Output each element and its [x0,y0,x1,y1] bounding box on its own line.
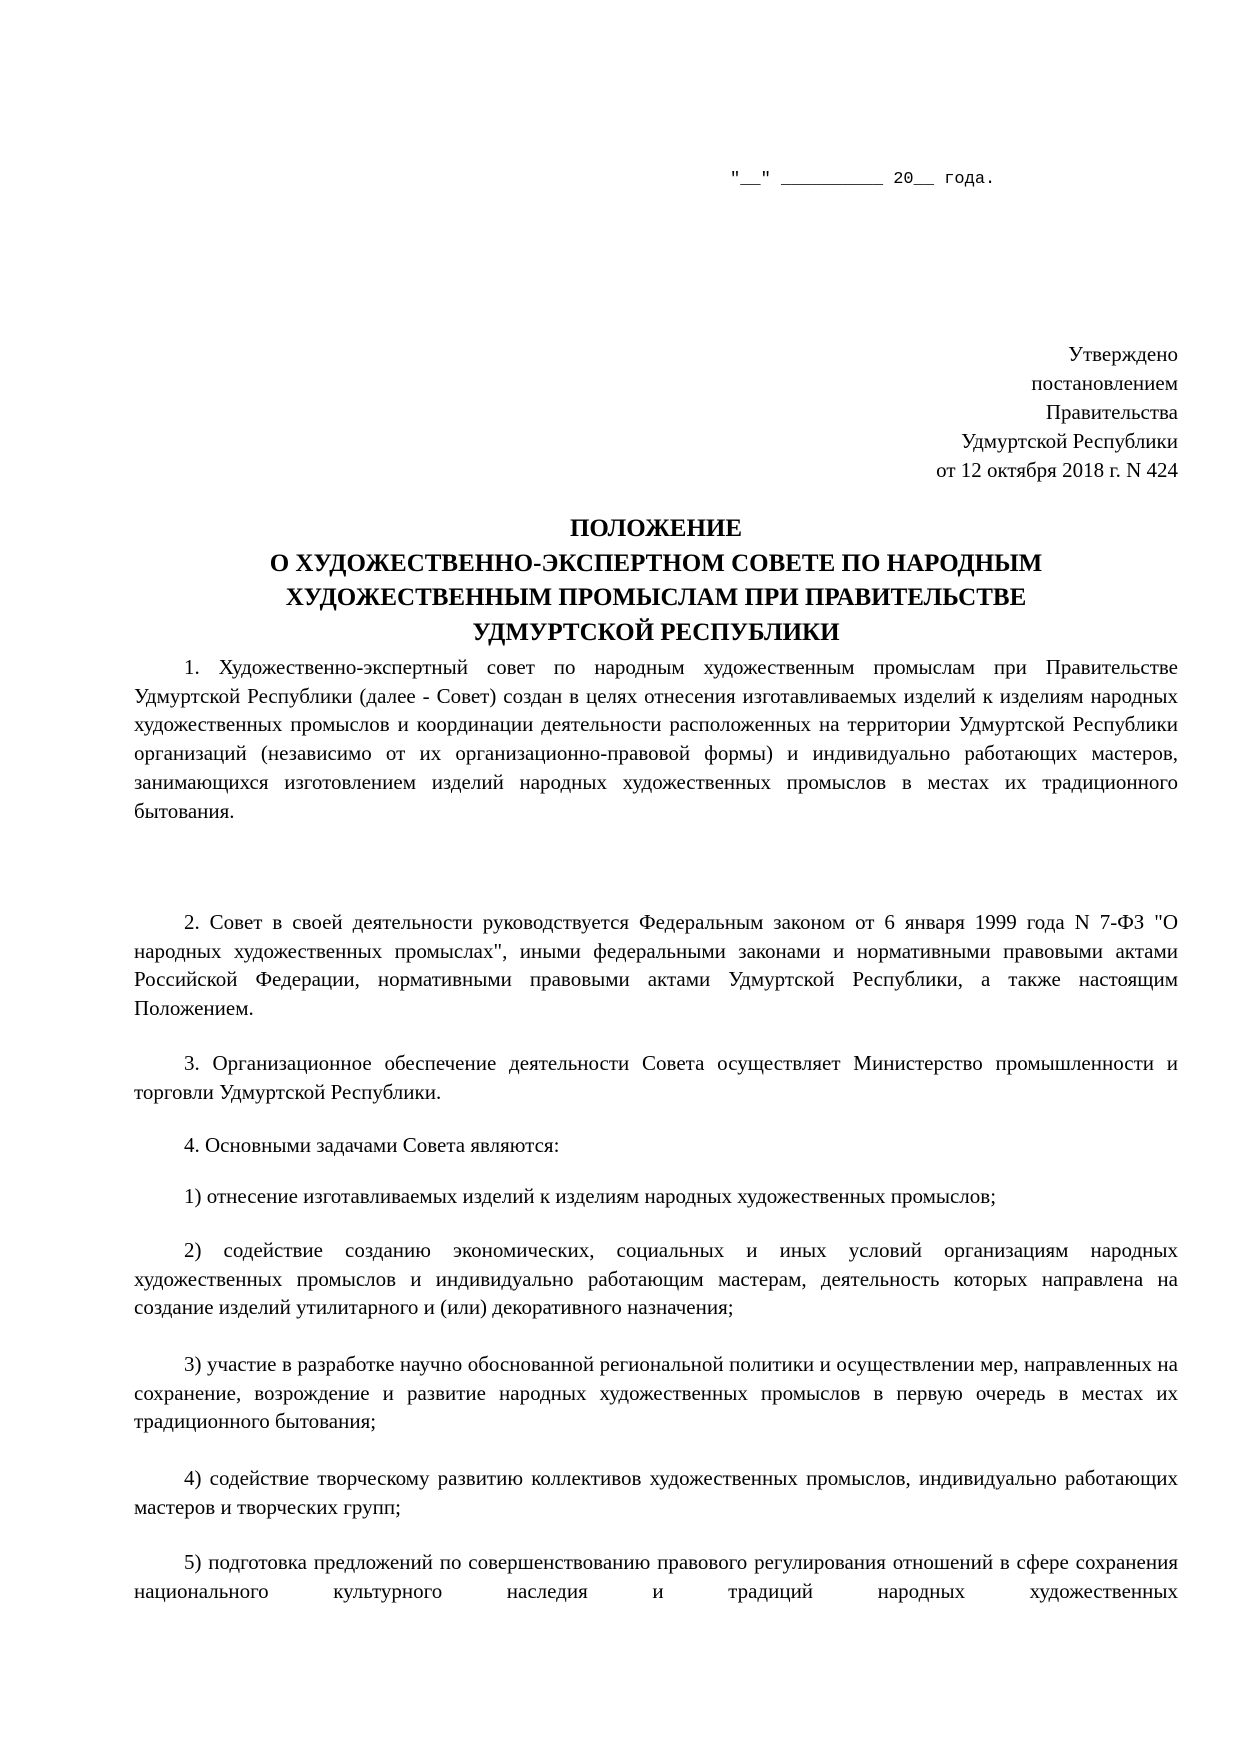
approval-line: Удмуртской Республики [961,429,1178,453]
approval-line: Правительства [1045,400,1178,424]
task-item-2: 2) содействие созданию экономических, социальных и иных условий организациям народных художественных промыслов и индивидуально работающим мастерам, деятельность которых направлена на создание изделий утилитарного и (или) декоративного назначения; [134,1238,1178,1320]
approval-line: Утверждено [1068,342,1178,366]
approval-block [936,340,1178,485]
title-line: ХУДОЖЕСТВЕННЫМ ПРОМЫСЛАМ ПРИ ПРАВИТЕЛЬСТВЕ [285,584,1027,611]
title-line: УДМУРТСКОЙ РЕСПУБЛИКИ [472,618,840,646]
task-item-5: 5) подготовка предложений по совершенствованию правового регулирования отношений в сфере сохранения национального культурного наследия и традиций народных художественных [134,1550,1178,1603]
paragraph-4: 4. Основными задачами Совета являются: [184,1133,560,1157]
task-item-1: 1) отнесение изготавливаемых изделий к изделиям народных художественных промыслов; [184,1184,997,1208]
approval-line: от 12 октября 2018 г. N 424 [936,458,1178,482]
task-item-3: 3) участие в разработке научно обоснованной региональной политики и осуществлении мер, направленных на сохранение, возрождение и развитие народных художественных промыслов в первую очередь в местах их традиционного бытования; [134,1352,1178,1434]
paragraph-2: 2. Совет в своей деятельности руководствуется Федеральным законом от 6 января 1999 года N 7-ФЗ "О народных художественных промыслах", иными федеральными законами и нормативными правовыми актами Российской Федерации, нормативными правовыми актами Удмуртской Республики, а также настоящим Положением. [134,910,1178,1021]
paragraph-3: 3. Организационное обеспечение деятельности Совета осуществляет Министерство промышленности и торговли Удмуртской Республики. [134,1051,1178,1104]
date-line: "__" __________ 20__ года. [730,170,996,189]
approval-line: постановлением [1031,371,1178,395]
paragraph-1: 1. Художественно-экспертный совет по народным художественным промыслам при Правительстве Удмуртской Республики (далее - Совет) создан в целях отнесения изготавливаемых изделий к изделиям народных художественных промыслов и координации деятельности расположенных на территории Удмуртской Республики организаций (независимо от их организационно-правовой формы) и индивидуально работающих мастеров, занимающихся изготовлением изделий народных художественных промыслов в местах их традиционного бытования. [134,655,1178,823]
title-line: ПОЛОЖЕНИЕ [569,515,743,542]
task-item-4: 4) содействие творческому развитию коллективов художественных промыслов, индивидуально работающих мастеров и творческих групп; [134,1466,1178,1519]
document-title [134,512,1178,650]
title-line: О ХУДОЖЕСТВЕННО-ЭКСПЕРТНОМ СОВЕТЕ ПО НАРОДНЫМ [269,549,1043,577]
